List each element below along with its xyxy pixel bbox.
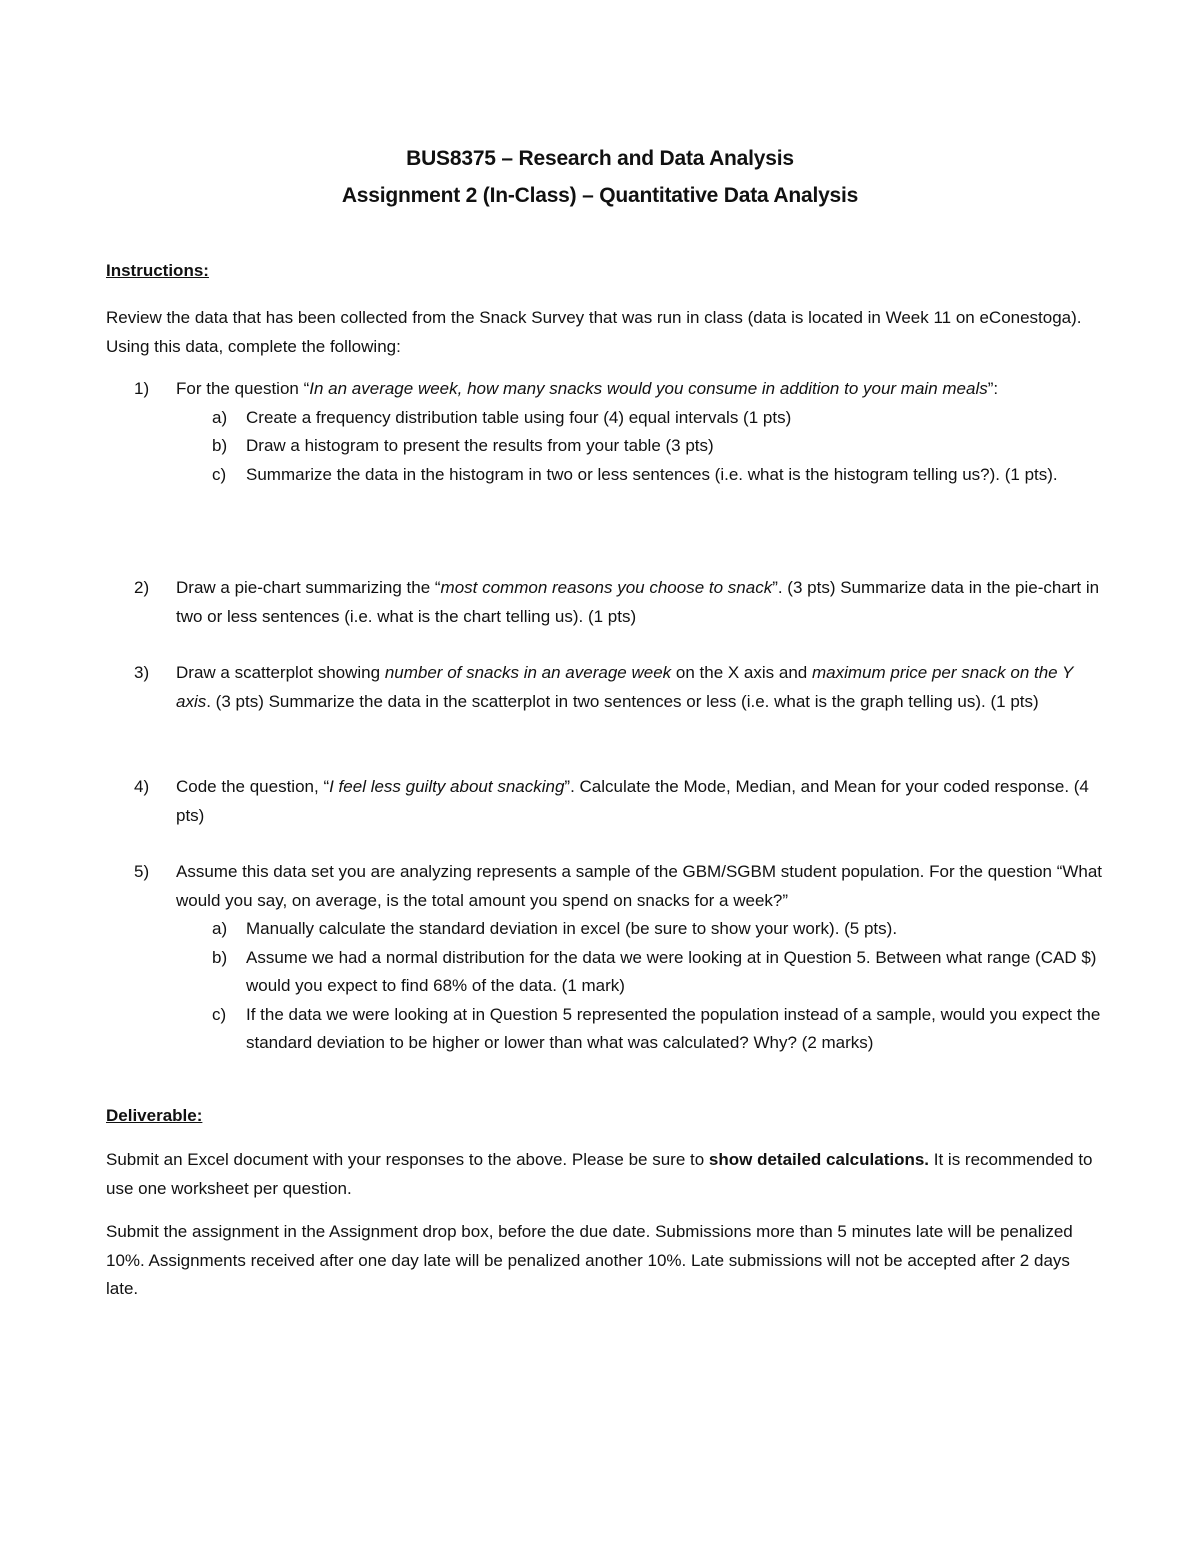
question-number: 2) [134, 578, 150, 597]
question-number: 4) [134, 777, 150, 796]
deliverable-paragraph-2: Submit the assignment in the Assignment drop box, before the due date. Submissions more than 5 minutes late will be penalized 10%. Assignments received after one day late will be penalized another 10%. Late submissions will not be accepted after 2 days late. [106, 1222, 1073, 1298]
question-number: 5) [134, 862, 150, 881]
question-3 [106, 659, 1106, 716]
question-text: For the question “In an average week, how many snacks would you consume in addition to your main meals”: [176, 379, 999, 398]
question-number: 3) [134, 663, 150, 682]
question-text: Draw a pie-chart summarizing the “most common reasons you choose to snack”. (3 pts) Summarize data in the pie-chart in two or less sentences (i.e. what is the chart telling us). (1 pts) [176, 578, 1100, 626]
subquestion-5c: c) If the data we were looking at in Question 5 represented the population instead of a sample, would you expect the standard deviation to be higher or lower than what was calculated? Why? (2 marks) [212, 1004, 1101, 1052]
intro-paragraph: Review the data that has been collected from the Snack Survey that was run in class (data is located in Week 11 on eConestoga). Using this data, complete the following: [106, 308, 1082, 356]
question-text: Draw a scatterplot showing number of snacks in an average week on the X axis and maximum price per snack on the Y axis. (3 pts) Summarize the data in the scatterplot in two sentences or less (i.e. what is the graph telling us). (1 pts) [176, 663, 1074, 711]
question-number: 1) [134, 379, 150, 398]
deliverable-heading: Deliverable: [106, 1106, 203, 1125]
question-text: Code the question, “I feel less guilty about snacking”. Calculate the Mode, Median, and Mean for your coded response. (4 pts) [176, 777, 1089, 825]
question-1 [106, 375, 1106, 489]
document-title-assignment: Assignment 2 (In-Class) – Quantitative Data Analysis [341, 184, 859, 207]
subquestion-1b: b) Draw a histogram to present the results from your table (3 pts) [212, 436, 714, 455]
question-5 [106, 858, 1106, 1058]
question-4 [106, 773, 1106, 830]
subquestion-5b: b) Assume we had a normal distribution for the data we were looking at in Question 5. Between what range (CAD $) would you expect to find 68% of the data. (1 mark) [212, 947, 1097, 995]
subquestion-1c: c) Summarize the data in the histogram in two or less sentences (i.e. what is the histogram telling us?). (1 pts). [212, 464, 1058, 484]
instructions-heading: Instructions: [106, 261, 209, 280]
subquestion-5a: a) Manually calculate the standard deviation in excel (be sure to show your work). (5 pts). [212, 919, 898, 938]
question-2 [106, 574, 1106, 631]
subquestion-1a: a) Create a frequency distribution table using four (4) equal intervals (1 pts) [212, 407, 792, 427]
question-text: Assume this data set you are analyzing represents a sample of the GBM/SGBM student population. For the question “What would you say, on average, is the total amount you spend on snacks for a week?” [176, 862, 1103, 910]
deliverable-paragraph-1: Submit an Excel document with your responses to the above. Please be sure to show detailed calculations. It is recommended to use one worksheet per question. [106, 1150, 1093, 1198]
document-title-course: BUS8375 – Research and Data Analysis [406, 147, 794, 170]
